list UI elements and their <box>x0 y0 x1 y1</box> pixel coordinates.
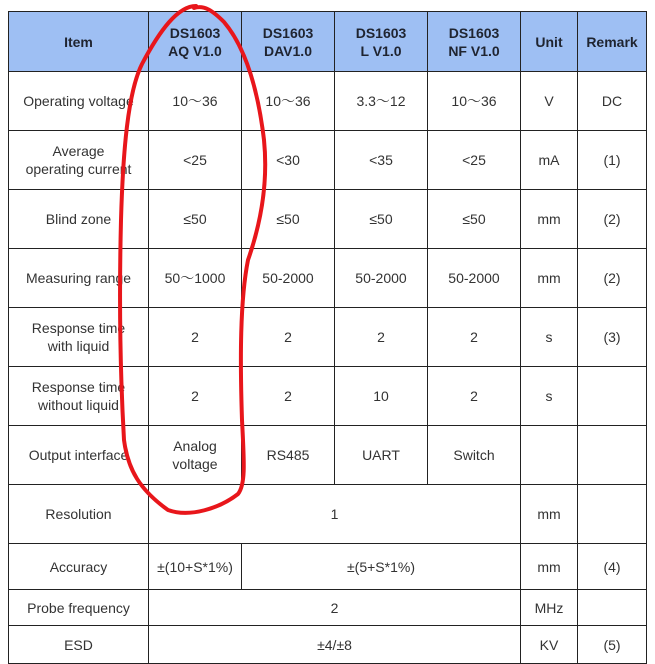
cell-value: 10 <box>335 367 428 426</box>
cell-value: ≤50 <box>242 190 335 249</box>
item-line: operating current <box>25 161 132 177</box>
header-line: DS1603 <box>448 24 500 41</box>
cell-value: <25 <box>149 131 242 190</box>
cell-value: Switch <box>428 426 521 485</box>
cell-remark: DC <box>578 72 647 131</box>
cell-value: 3.3～12 <box>335 72 428 131</box>
row-resolution <box>9 485 647 544</box>
row-blind-zone <box>9 190 647 249</box>
cell-item: Probe frequency <box>9 590 149 626</box>
cell-value: 10～36 <box>149 72 242 131</box>
cell-remark: (3) <box>578 308 647 367</box>
item-line: Response time <box>31 320 126 336</box>
cell-unit: mA <box>521 131 578 190</box>
cell-item: Accuracy <box>9 544 149 590</box>
row-response-with-liquid <box>9 308 647 367</box>
cell-unit: s <box>521 308 578 367</box>
header-line: DS1603 <box>262 24 314 41</box>
header-item: Item <box>9 12 149 72</box>
cell-value: 2 <box>242 308 335 367</box>
cell-value: 10～36 <box>242 72 335 131</box>
cell-unit: mm <box>521 190 578 249</box>
cell-item: Resolution <box>9 485 149 544</box>
spec-table <box>8 11 647 664</box>
cell-item: Blind zone <box>9 190 149 249</box>
cell-remark <box>578 590 647 626</box>
cell-item <box>9 131 149 190</box>
cell-remark: (2) <box>578 190 647 249</box>
cell-value: 50-2000 <box>428 249 521 308</box>
cell-remark: (1) <box>578 131 647 190</box>
cell-unit: mm <box>521 249 578 308</box>
cell-item <box>9 367 149 426</box>
cell-item: Measuring range <box>9 249 149 308</box>
cell-value: <25 <box>428 131 521 190</box>
cell-value: RS485 <box>242 426 335 485</box>
header-line: DS1603 <box>355 24 407 41</box>
cell-unit: V <box>521 72 578 131</box>
cell-value-merged: 2 <box>149 590 521 626</box>
cell-unit: KV <box>521 626 578 664</box>
cell-value-merged: ±4/±8 <box>149 626 521 664</box>
header-row <box>9 12 647 72</box>
cell-value: <35 <box>335 131 428 190</box>
cell-remark: (2) <box>578 249 647 308</box>
header-remark: Remark <box>578 12 647 72</box>
cell-unit: s <box>521 367 578 426</box>
header-ds1603-aq <box>149 12 242 72</box>
cell-value: 2 <box>149 367 242 426</box>
item-line: Average <box>52 143 105 159</box>
header-line: DAV1.0 <box>264 42 312 59</box>
cell-item: ESD <box>9 626 149 664</box>
header-line: NF V1.0 <box>448 42 500 59</box>
cell-item: Output interface <box>9 426 149 485</box>
header-ds1603-dav <box>242 12 335 72</box>
row-esd <box>9 626 647 664</box>
cell-item: Operating voltage <box>9 72 149 131</box>
item-line: with liquid <box>47 338 110 354</box>
cell-value: 2 <box>335 308 428 367</box>
row-output-interface <box>9 426 647 485</box>
row-average-current <box>9 131 647 190</box>
cell-value: <30 <box>242 131 335 190</box>
cell-unit <box>521 426 578 485</box>
item-line: without liquid <box>38 397 119 413</box>
cell-value: 2 <box>242 367 335 426</box>
cell-value-merged: 1 <box>149 485 521 544</box>
cell-value: 50-2000 <box>242 249 335 308</box>
cell-value: 2 <box>149 308 242 367</box>
row-accuracy <box>9 544 647 590</box>
header-unit: Unit <box>521 12 578 72</box>
cell-remark <box>578 426 647 485</box>
cell-value: 2 <box>428 367 521 426</box>
header-line: DS1603 <box>169 24 221 41</box>
cell-value: ±(10+S*1%) <box>149 544 242 590</box>
cell-remark <box>578 367 647 426</box>
cell-remark: (4) <box>578 544 647 590</box>
cell-value: 10～36 <box>428 72 521 131</box>
cell-value: 2 <box>428 308 521 367</box>
row-measuring-range <box>9 249 647 308</box>
cell-remark <box>578 485 647 544</box>
cell-remark: (5) <box>578 626 647 664</box>
cell-value: ≤50 <box>428 190 521 249</box>
cell-value: Analog voltage <box>149 426 242 485</box>
header-ds1603-nf <box>428 12 521 72</box>
row-probe-frequency <box>9 590 647 626</box>
cell-unit: mm <box>521 485 578 544</box>
cell-item <box>9 308 149 367</box>
row-operating-voltage <box>9 72 647 131</box>
cell-value: UART <box>335 426 428 485</box>
cell-value: ≤50 <box>149 190 242 249</box>
header-ds1603-l <box>335 12 428 72</box>
cell-value: 50-2000 <box>335 249 428 308</box>
row-response-without-liquid <box>9 367 647 426</box>
header-line: L V1.0 <box>360 42 402 59</box>
cell-value: 50～1000 <box>149 249 242 308</box>
cell-unit: MHz <box>521 590 578 626</box>
cell-value: ≤50 <box>335 190 428 249</box>
item-line: Response time <box>31 379 126 395</box>
cell-value-merged: ±(5+S*1%) <box>242 544 521 590</box>
cell-unit: mm <box>521 544 578 590</box>
header-line: AQ V1.0 <box>168 42 222 59</box>
